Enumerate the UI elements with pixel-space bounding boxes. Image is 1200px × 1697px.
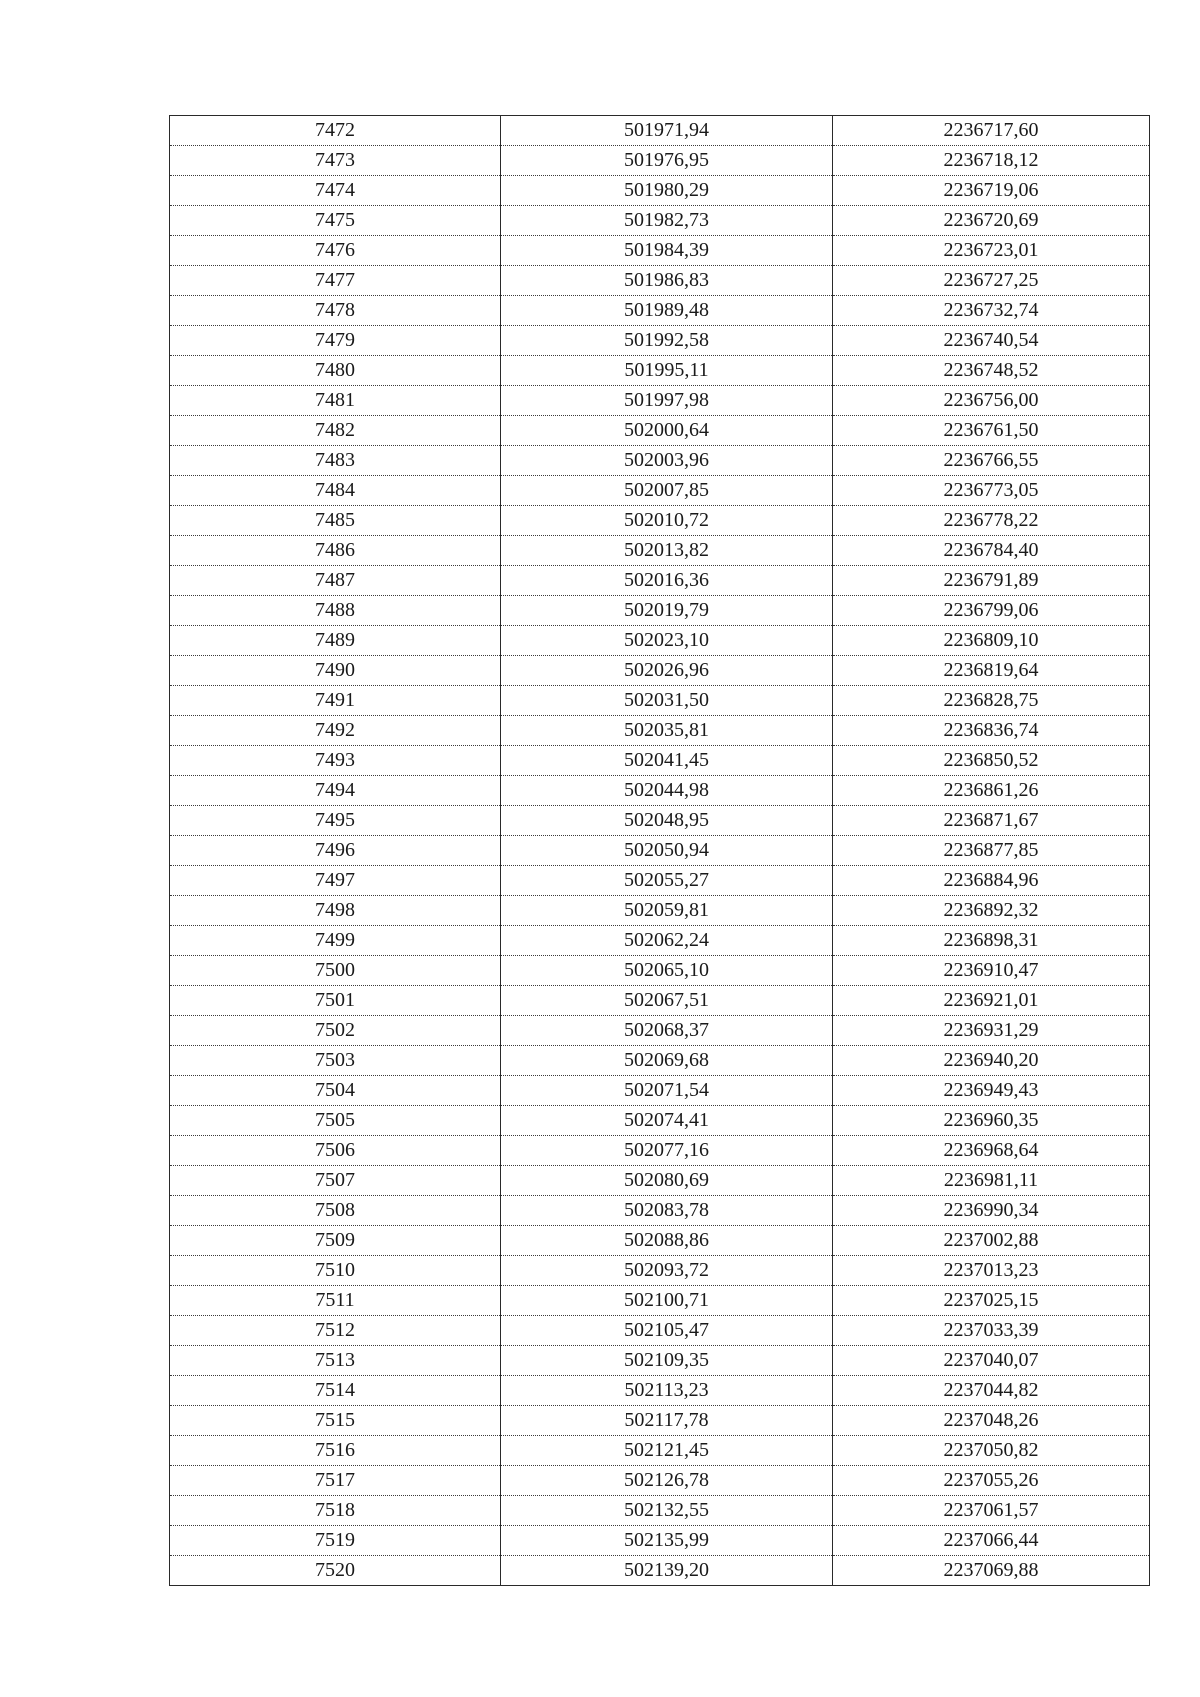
table-row: [170, 1256, 1150, 1286]
point-number-cell: 7509: [170, 1226, 501, 1256]
point-number-cell: 7503: [170, 1046, 501, 1076]
x-coordinate-cell: 502071,54: [501, 1076, 833, 1106]
table-row: [170, 986, 1150, 1016]
y-coordinate-cell: 2237066,44: [833, 1526, 1150, 1556]
y-coordinate-cell: 2237044,82: [833, 1376, 1150, 1406]
y-coordinate-cell: 2236910,47: [833, 956, 1150, 986]
table-row: [170, 1016, 1150, 1046]
y-coordinate-cell: 2236990,34: [833, 1196, 1150, 1226]
y-coordinate-cell: 2236921,01: [833, 986, 1150, 1016]
table-row: [170, 1046, 1150, 1076]
point-number-cell: 7514: [170, 1376, 501, 1406]
y-coordinate-cell: 2236884,96: [833, 866, 1150, 896]
table-row: [170, 1406, 1150, 1436]
y-coordinate-cell: 2237002,88: [833, 1226, 1150, 1256]
table-row: [170, 386, 1150, 416]
x-coordinate-cell: 502003,96: [501, 446, 833, 476]
point-number-cell: 7475: [170, 206, 501, 236]
x-coordinate-cell: 502117,78: [501, 1406, 833, 1436]
table-row: [170, 1136, 1150, 1166]
point-number-cell: 7501: [170, 986, 501, 1016]
table-row: [170, 1076, 1150, 1106]
x-coordinate-cell: 502007,85: [501, 476, 833, 506]
point-number-cell: 7507: [170, 1166, 501, 1196]
table-row: [170, 926, 1150, 956]
point-number-cell: 7519: [170, 1526, 501, 1556]
point-number-cell: 7520: [170, 1556, 501, 1586]
table-row: [170, 236, 1150, 266]
y-coordinate-cell: 2236773,05: [833, 476, 1150, 506]
x-coordinate-cell: 502065,10: [501, 956, 833, 986]
y-coordinate-cell: 2236732,74: [833, 296, 1150, 326]
y-coordinate-cell: 2236940,20: [833, 1046, 1150, 1076]
table-row: [170, 416, 1150, 446]
x-coordinate-cell: 501976,95: [501, 146, 833, 176]
x-coordinate-cell: 502074,41: [501, 1106, 833, 1136]
x-coordinate-cell: 501980,29: [501, 176, 833, 206]
point-number-cell: 7517: [170, 1466, 501, 1496]
y-coordinate-cell: 2236766,55: [833, 446, 1150, 476]
y-coordinate-cell: 2236717,60: [833, 116, 1150, 146]
y-coordinate-cell: 2236719,06: [833, 176, 1150, 206]
table-row: [170, 536, 1150, 566]
point-number-cell: 7479: [170, 326, 501, 356]
y-coordinate-cell: 2236836,74: [833, 716, 1150, 746]
point-number-cell: 7483: [170, 446, 501, 476]
x-coordinate-cell: 501997,98: [501, 386, 833, 416]
y-coordinate-cell: 2236949,43: [833, 1076, 1150, 1106]
y-coordinate-cell: 2236861,26: [833, 776, 1150, 806]
point-number-cell: 7482: [170, 416, 501, 446]
point-number-cell: 7515: [170, 1406, 501, 1436]
x-coordinate-cell: 502019,79: [501, 596, 833, 626]
point-number-cell: 7484: [170, 476, 501, 506]
y-coordinate-cell: 2237055,26: [833, 1466, 1150, 1496]
x-coordinate-cell: 502080,69: [501, 1166, 833, 1196]
x-coordinate-cell: 502069,68: [501, 1046, 833, 1076]
table-row: [170, 1316, 1150, 1346]
x-coordinate-cell: 501982,73: [501, 206, 833, 236]
table-row: [170, 446, 1150, 476]
x-coordinate-cell: 501971,94: [501, 116, 833, 146]
point-number-cell: 7512: [170, 1316, 501, 1346]
table-row: [170, 866, 1150, 896]
x-coordinate-cell: 502062,24: [501, 926, 833, 956]
table-row: [170, 1556, 1150, 1586]
point-number-cell: 7510: [170, 1256, 501, 1286]
x-coordinate-cell: 502105,47: [501, 1316, 833, 1346]
point-number-cell: 7513: [170, 1346, 501, 1376]
point-number-cell: 7494: [170, 776, 501, 806]
y-coordinate-cell: 2236828,75: [833, 686, 1150, 716]
y-coordinate-cell: 2236898,31: [833, 926, 1150, 956]
point-number-cell: 7478: [170, 296, 501, 326]
point-number-cell: 7495: [170, 806, 501, 836]
x-coordinate-cell: 502035,81: [501, 716, 833, 746]
x-coordinate-cell: 502068,37: [501, 1016, 833, 1046]
y-coordinate-cell: 2236727,25: [833, 266, 1150, 296]
table-row: [170, 206, 1150, 236]
x-coordinate-cell: 502109,35: [501, 1346, 833, 1376]
y-coordinate-cell: 2237040,07: [833, 1346, 1150, 1376]
x-coordinate-cell: 502088,86: [501, 1226, 833, 1256]
table-row: [170, 1166, 1150, 1196]
y-coordinate-cell: 2237061,57: [833, 1496, 1150, 1526]
point-number-cell: 7502: [170, 1016, 501, 1046]
y-coordinate-cell: 2237013,23: [833, 1256, 1150, 1286]
point-number-cell: 7485: [170, 506, 501, 536]
x-coordinate-cell: 502059,81: [501, 896, 833, 926]
y-coordinate-cell: 2236892,32: [833, 896, 1150, 926]
table-row: [170, 266, 1150, 296]
table-row: [170, 716, 1150, 746]
table-row: [170, 896, 1150, 926]
y-coordinate-cell: 2236968,64: [833, 1136, 1150, 1166]
table-row: [170, 1526, 1150, 1556]
point-number-cell: 7498: [170, 896, 501, 926]
x-coordinate-cell: 502044,98: [501, 776, 833, 806]
table-row: [170, 116, 1150, 146]
point-number-cell: 7473: [170, 146, 501, 176]
y-coordinate-cell: 2237069,88: [833, 1556, 1150, 1586]
y-coordinate-cell: 2236740,54: [833, 326, 1150, 356]
table-row: [170, 836, 1150, 866]
y-coordinate-cell: 2237048,26: [833, 1406, 1150, 1436]
point-number-cell: 7505: [170, 1106, 501, 1136]
table-row: [170, 1106, 1150, 1136]
point-number-cell: 7497: [170, 866, 501, 896]
coordinates-table-body: [170, 116, 1150, 1586]
x-coordinate-cell: 501984,39: [501, 236, 833, 266]
y-coordinate-cell: 2236850,52: [833, 746, 1150, 776]
x-coordinate-cell: 502000,64: [501, 416, 833, 446]
table-row: [170, 956, 1150, 986]
y-coordinate-cell: 2236791,89: [833, 566, 1150, 596]
x-coordinate-cell: 502132,55: [501, 1496, 833, 1526]
x-coordinate-cell: 501986,83: [501, 266, 833, 296]
table-row: [170, 326, 1150, 356]
y-coordinate-cell: 2236819,64: [833, 656, 1150, 686]
point-number-cell: 7511: [170, 1286, 501, 1316]
point-number-cell: 7474: [170, 176, 501, 206]
point-number-cell: 7477: [170, 266, 501, 296]
x-coordinate-cell: 502093,72: [501, 1256, 833, 1286]
y-coordinate-cell: 2236748,52: [833, 356, 1150, 386]
table-row: [170, 1196, 1150, 1226]
x-coordinate-cell: 502010,72: [501, 506, 833, 536]
table-row: [170, 1466, 1150, 1496]
x-coordinate-cell: 502113,23: [501, 1376, 833, 1406]
point-number-cell: 7480: [170, 356, 501, 386]
x-coordinate-cell: 502048,95: [501, 806, 833, 836]
y-coordinate-cell: 2236761,50: [833, 416, 1150, 446]
y-coordinate-cell: 2236877,85: [833, 836, 1150, 866]
y-coordinate-cell: 2236784,40: [833, 536, 1150, 566]
x-coordinate-cell: 502121,45: [501, 1436, 833, 1466]
x-coordinate-cell: 502031,50: [501, 686, 833, 716]
x-coordinate-cell: 502135,99: [501, 1526, 833, 1556]
table-row: [170, 1286, 1150, 1316]
y-coordinate-cell: 2236723,01: [833, 236, 1150, 266]
point-number-cell: 7518: [170, 1496, 501, 1526]
point-number-cell: 7486: [170, 536, 501, 566]
table-row: [170, 1496, 1150, 1526]
x-coordinate-cell: 502050,94: [501, 836, 833, 866]
table-row: [170, 746, 1150, 776]
table-row: [170, 626, 1150, 656]
point-number-cell: 7506: [170, 1136, 501, 1166]
point-number-cell: 7504: [170, 1076, 501, 1106]
x-coordinate-cell: 502013,82: [501, 536, 833, 566]
table-row: [170, 356, 1150, 386]
y-coordinate-cell: 2236871,67: [833, 806, 1150, 836]
table-row: [170, 596, 1150, 626]
table-row: [170, 1376, 1150, 1406]
point-number-cell: 7487: [170, 566, 501, 596]
table-row: [170, 806, 1150, 836]
y-coordinate-cell: 2236799,06: [833, 596, 1150, 626]
x-coordinate-cell: 502083,78: [501, 1196, 833, 1226]
table-row: [170, 296, 1150, 326]
x-coordinate-cell: 502016,36: [501, 566, 833, 596]
point-number-cell: 7490: [170, 656, 501, 686]
point-number-cell: 7491: [170, 686, 501, 716]
x-coordinate-cell: 502126,78: [501, 1466, 833, 1496]
point-number-cell: 7489: [170, 626, 501, 656]
table-row: [170, 506, 1150, 536]
y-coordinate-cell: 2237033,39: [833, 1316, 1150, 1346]
table-row: [170, 1226, 1150, 1256]
table-row: [170, 1346, 1150, 1376]
point-number-cell: 7476: [170, 236, 501, 266]
point-number-cell: 7492: [170, 716, 501, 746]
coordinates-table: [169, 115, 1150, 1586]
table-row: [170, 476, 1150, 506]
x-coordinate-cell: 501992,58: [501, 326, 833, 356]
x-coordinate-cell: 502041,45: [501, 746, 833, 776]
y-coordinate-cell: 2236720,69: [833, 206, 1150, 236]
point-number-cell: 7488: [170, 596, 501, 626]
y-coordinate-cell: 2236809,10: [833, 626, 1150, 656]
x-coordinate-cell: 502077,16: [501, 1136, 833, 1166]
x-coordinate-cell: 502023,10: [501, 626, 833, 656]
y-coordinate-cell: 2236756,00: [833, 386, 1150, 416]
x-coordinate-cell: 501989,48: [501, 296, 833, 326]
x-coordinate-cell: 502067,51: [501, 986, 833, 1016]
table-row: [170, 1436, 1150, 1466]
table-row: [170, 146, 1150, 176]
point-number-cell: 7500: [170, 956, 501, 986]
table-row: [170, 176, 1150, 206]
y-coordinate-cell: 2236931,29: [833, 1016, 1150, 1046]
x-coordinate-cell: 502055,27: [501, 866, 833, 896]
point-number-cell: 7496: [170, 836, 501, 866]
table-row: [170, 566, 1150, 596]
y-coordinate-cell: 2236718,12: [833, 146, 1150, 176]
table-row: [170, 776, 1150, 806]
x-coordinate-cell: 502026,96: [501, 656, 833, 686]
point-number-cell: 7516: [170, 1436, 501, 1466]
x-coordinate-cell: 501995,11: [501, 356, 833, 386]
point-number-cell: 7499: [170, 926, 501, 956]
point-number-cell: 7493: [170, 746, 501, 776]
point-number-cell: 7481: [170, 386, 501, 416]
table-row: [170, 656, 1150, 686]
y-coordinate-cell: 2236960,35: [833, 1106, 1150, 1136]
x-coordinate-cell: 502100,71: [501, 1286, 833, 1316]
point-number-cell: 7508: [170, 1196, 501, 1226]
point-number-cell: 7472: [170, 116, 501, 146]
table-row: [170, 686, 1150, 716]
y-coordinate-cell: 2237050,82: [833, 1436, 1150, 1466]
y-coordinate-cell: 2236981,11: [833, 1166, 1150, 1196]
x-coordinate-cell: 502139,20: [501, 1556, 833, 1586]
y-coordinate-cell: 2236778,22: [833, 506, 1150, 536]
y-coordinate-cell: 2237025,15: [833, 1286, 1150, 1316]
